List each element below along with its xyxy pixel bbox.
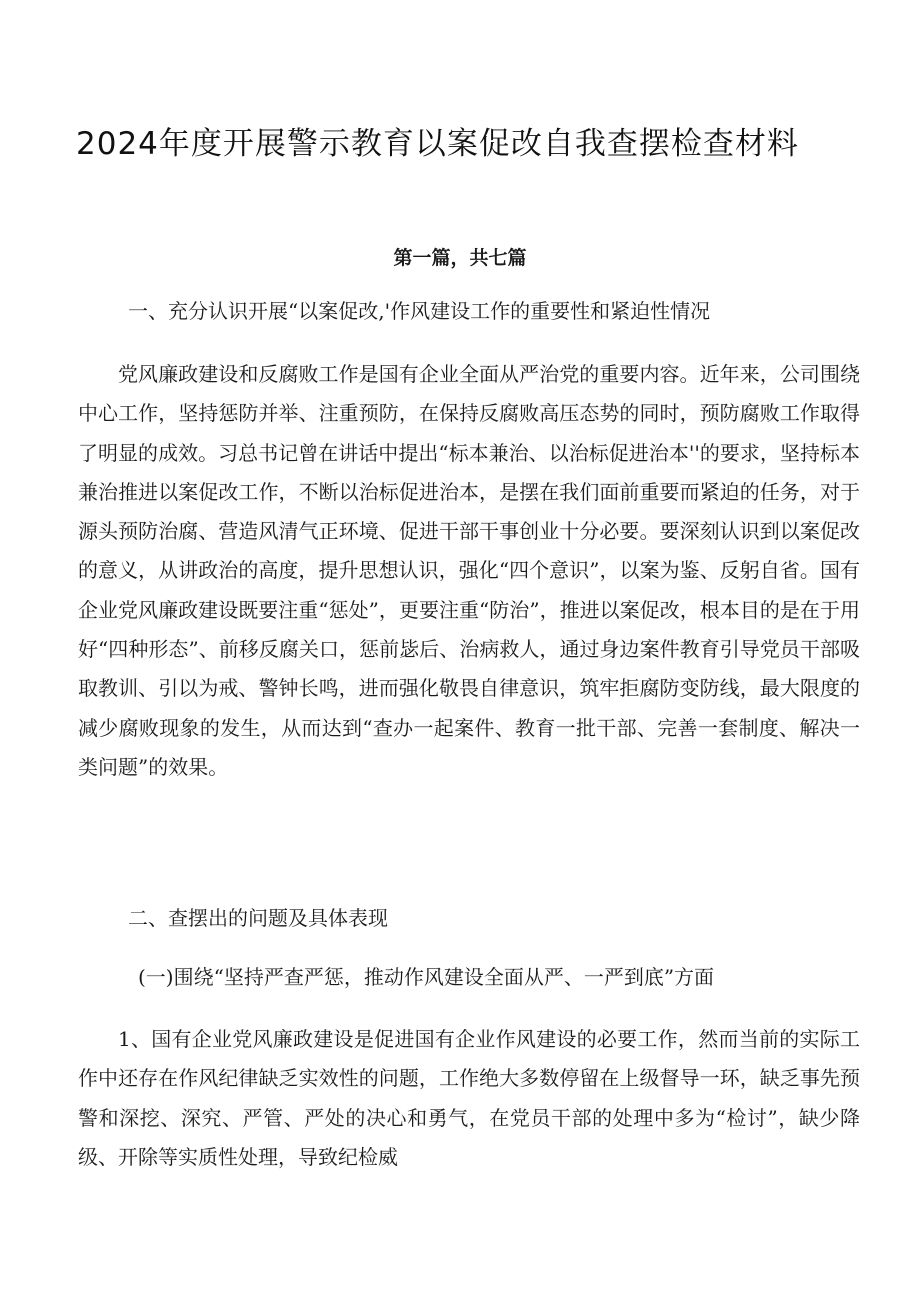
document-subtitle: 第一篇，共七篇 (393, 247, 527, 269)
section1-heading: 一、充分认识开展“以案促改,'作风建设工作的重要性和紧迫性情况 (128, 299, 711, 323)
document-title: 2024年度开展警示教育以案促改自我查摆检查材料 (76, 126, 799, 162)
item1-paragraph: 1、国有企业党风廉政建设是促进国有企业作风建设的必要工作，然而当前的实际工作中还存在作风纪律缺乏实效性的问题，工作绝大多数停留在上级督导一环，缺乏事先预警和深挖、深究、严管、严处的决心和勇气，在党员干部的处理中多为“检讨”，缺少降级、开除等实质性处理，导致纪检威 (78, 1027, 860, 1169)
section2-heading: 二、查摆出的问题及具体表现 (128, 906, 388, 930)
subsection1-heading: (一)围绕“坚持严查严惩，推动作风建设全面从严、一严到底”方面 (138, 965, 715, 989)
section1-paragraph: 党风廉政建设和反腐败工作是国有企业全面从严治党的重要内容。近年来，公司围绕中心工作，坚持惩防并举、注重预防，在保持反腐败高压态势的同时，预防腐败工作取得了明显的成效。习总书记曾在讲话中提出“标本兼治、以治标促进治本''的要求，坚持标本兼治推进以案促改工作，不断以治标促进治本，是摆在我们面前重要而紧迫的任务，对于源头预防治腐、营造风清气正环境、促进干部干事创业十分必要。要深刻认识到以案促改的意义，从讲政治的高度，提升思想认识，强化“四个意识”，以案为鉴、反躬自省。国有企业党风廉政建设既要注重“惩处”，更要注重“防治”，推进以案促改，根本目的是在于用好“四种形态”、前移反腐关口，惩前毖后、治病救人，通过身边案件教育引导党员干部吸取教训、引以为戒、警钟长鸣，进而强化敬畏自律意识，筑牢拒腐防变防线，最大限度的减少腐败现象的发生，从而达到“查办一起案件、教育一批干部、完善一套制度、解决一类问题”的效果。 (78, 362, 860, 779)
